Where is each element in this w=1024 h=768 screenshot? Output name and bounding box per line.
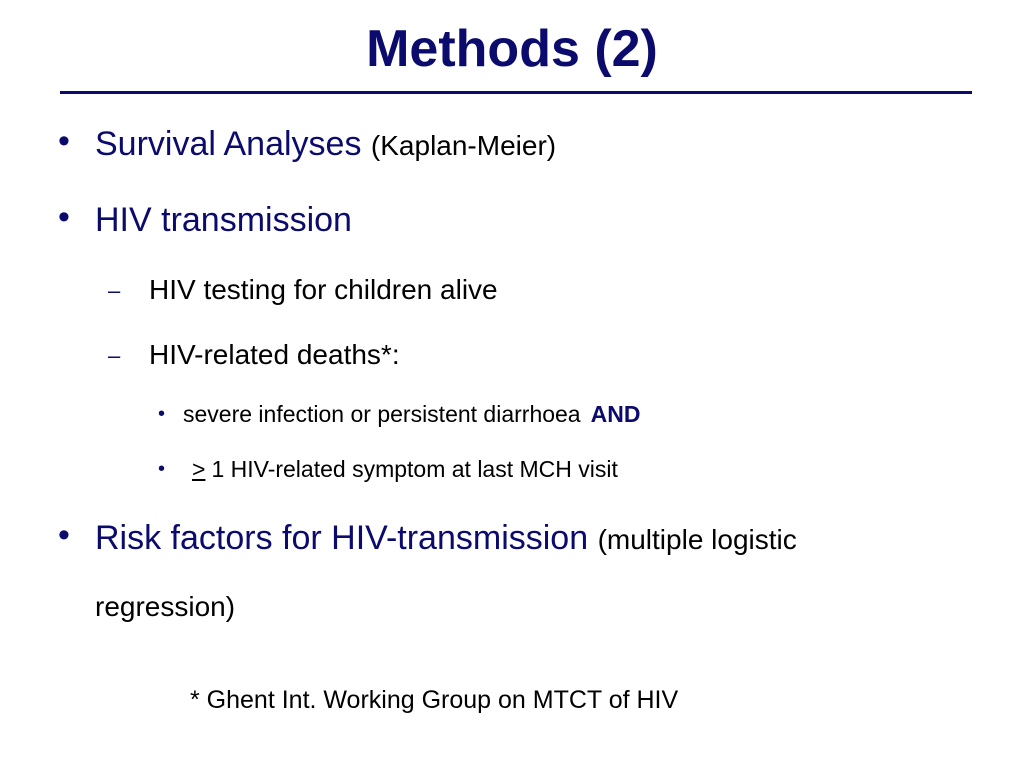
title-underline <box>60 91 972 94</box>
sub-bullet-deaths: HIV-related deaths*: <box>149 339 400 370</box>
bullet-hiv-transmission <box>95 200 352 240</box>
bullet-survival-paren: (Kaplan-Meier) <box>370 130 557 161</box>
bullet-risk-paren: (multiple logistic <box>597 524 797 555</box>
bullet-dot: • <box>58 122 70 160</box>
sub-sub-bullet-dot: • <box>158 403 166 425</box>
bullet-hiv-main: HIV transmission <box>95 201 352 239</box>
footnote: * Ghent Int. Working Group on MTCT of HIV <box>190 686 679 714</box>
sub-bullet-dash: – <box>108 278 121 303</box>
bullet-dot: • <box>58 198 70 236</box>
sub-sub-bullet-severe <box>183 400 640 428</box>
sub-sub-bullet-dot: • <box>158 458 166 480</box>
severe-text: severe infection or persistent diarrhoea <box>183 401 581 427</box>
symptom-text: 1 HIV-related symptom at last MCH visit <box>211 456 618 482</box>
bullet-survival-analyses <box>95 124 556 166</box>
slide-title: Methods (2) <box>366 20 658 78</box>
bullet-dot: • <box>58 516 70 554</box>
geq-symbol: > <box>192 456 206 482</box>
bullet-risk-continuation: regression) <box>95 591 236 622</box>
and-keyword: AND <box>590 401 641 427</box>
bullet-risk-factors <box>95 518 797 560</box>
bullet-survival-main: Survival Analyses <box>95 125 362 163</box>
sub-bullet-dash: – <box>108 343 121 368</box>
bullet-risk-main: Risk factors for HIV-transmission <box>95 519 589 557</box>
sub-bullet-testing: HIV testing for children alive <box>149 274 498 305</box>
sub-sub-bullet-symptom <box>192 455 618 483</box>
